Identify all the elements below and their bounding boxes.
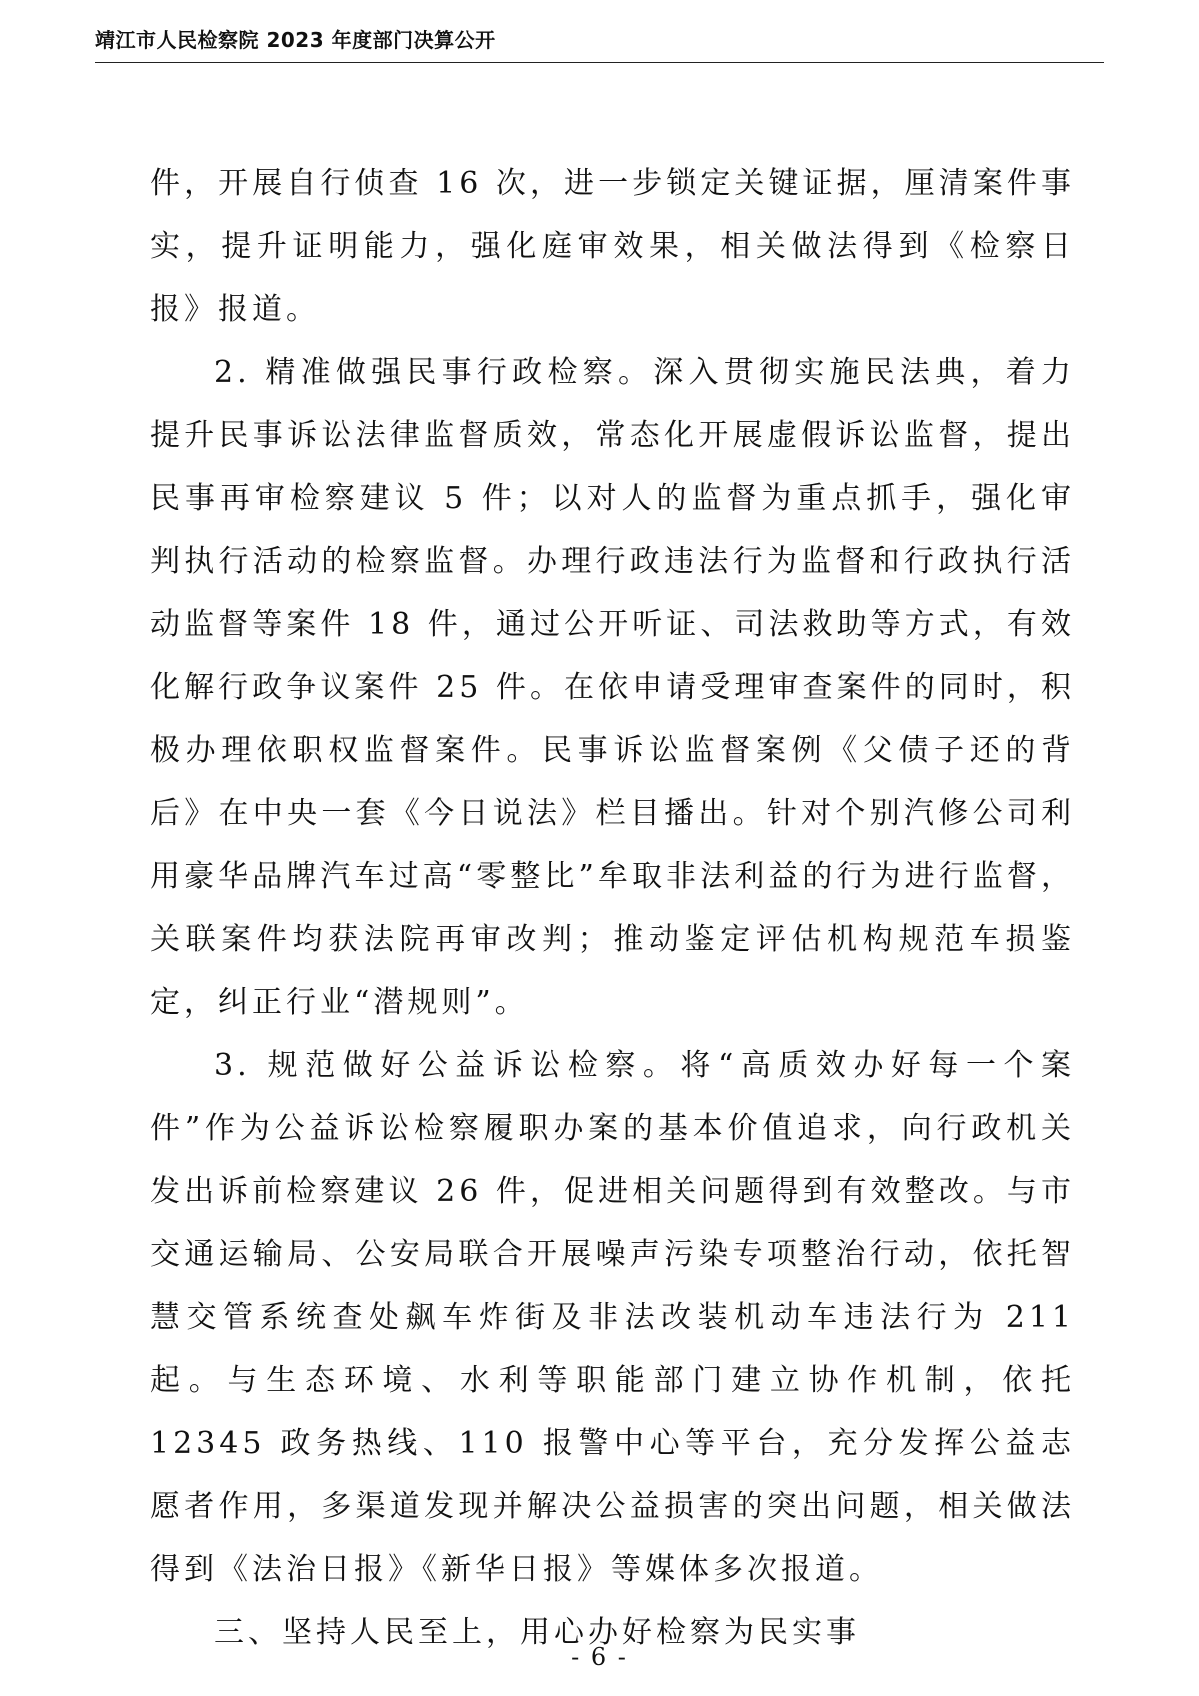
paragraph-public-interest: 3. 规范做好公益诉讼检察。将“高质效办好每一个案件”作为公益诉讼检察履职办案的基本价值追求，向行政机关发出诉前检察建议 26 件，促进相关问题得到有效整改。与市交通运输局、公安局联合开展噪声污染专项整治行动，依托智慧交管系统查处飙车炸街及非法改装机动车违法行为 211 起。与生态环境、水利等职能部门建立协作机制，依托 12345 政务热线、110 报警中心等平台，充分发挥公益志愿者作用，多渠道发现并解决公益损害的突出问题，相关做法得到《法治日报》《新华日报》等媒体多次报道。 bbox=[150, 1048, 1075, 1587]
page-body bbox=[150, 152, 1075, 1664]
paragraph-civil-administrative: 2. 精准做强民事行政检察。深入贯彻实施民法典，着力提升民事诉讼法律监督质效，常态化开展虚假诉讼监督，提出民事再审检察建议 5 件；以对人的监督为重点抓手，强化审判执行活动的检察监督。办理行政违法行为监督和行政执行活动监督等案件 18 件，通过公开听证、司法救助等方式，有效化解行政争议案件 25 件。在依申请受理审查案件的同时，积极办理依职权监督案件。民事诉讼监督案例《父债子还的背后》在中央一套《今日说法》栏目播出。针对个别汽修公司利用豪华品牌汽车过高“零整比”牟取非法利益的行为进行监督，关联案件均获法院再审改判；推动鉴定评估机构规范车损鉴定，纠正行业“潜规则”。 bbox=[150, 355, 1075, 1020]
section-heading: 三、坚持人民至上，用心办好检察为民实事 bbox=[214, 1615, 860, 1650]
running-header: 靖江市人民检察院 2023 年度部门决算公开 bbox=[95, 28, 496, 52]
page-number: - 6 - bbox=[571, 1643, 628, 1671]
paragraph-continuation: 件，开展自行侦查 16 次，进一步锁定关键证据，厘清案件事实，提升证明能力，强化庭审效果，相关做法得到《检察日报》报道。 bbox=[150, 166, 1075, 327]
header-rule bbox=[95, 62, 1104, 63]
